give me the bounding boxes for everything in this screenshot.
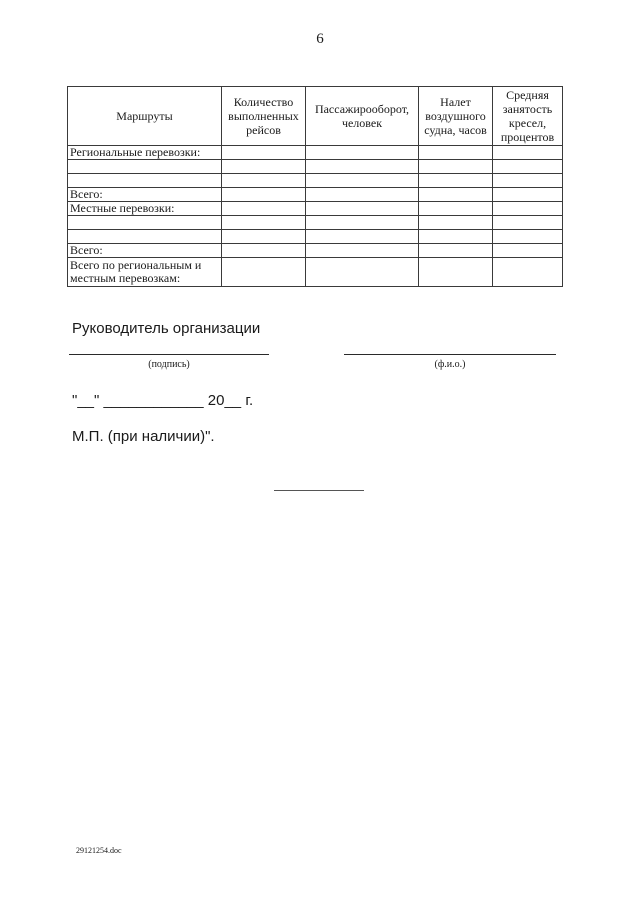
table-cell: [306, 244, 419, 258]
table-row: [68, 202, 563, 216]
table-cell: [222, 244, 306, 258]
table-cell: [222, 216, 306, 230]
table-cell: [493, 244, 563, 258]
table-cell: [493, 188, 563, 202]
header-seat-occupancy: Средняя занятость кресел, процентов: [493, 87, 563, 146]
table-row: [68, 188, 563, 202]
header-routes: Маршруты: [68, 87, 222, 146]
table-cell: [306, 146, 419, 160]
table-cell: [306, 202, 419, 216]
table-cell: [222, 230, 306, 244]
table-cell: [493, 174, 563, 188]
table-cell: [306, 160, 419, 174]
table-cell: [306, 174, 419, 188]
table-row: [68, 244, 563, 258]
table-cell: [493, 230, 563, 244]
table-cell: [419, 160, 493, 174]
row-label: [68, 174, 222, 188]
table-cell: [306, 188, 419, 202]
row-label: Региональные перевозки:: [68, 146, 222, 160]
table-cell: [419, 258, 493, 287]
table-cell: [222, 160, 306, 174]
table-cell: [419, 216, 493, 230]
header-flight-hours: Налет воздушного судна, часов: [419, 87, 493, 146]
header-passenger-turnover: Пассажирооборот, человек: [306, 87, 419, 146]
table-cell: [222, 202, 306, 216]
row-label: [68, 230, 222, 244]
signer-title: Руководитель организации: [72, 320, 261, 337]
header-flights-count: Количество выполненных рейсов: [222, 87, 306, 146]
table-cell: [419, 202, 493, 216]
table-cell: [419, 244, 493, 258]
table-header-row: [68, 87, 563, 146]
table-cell: [493, 216, 563, 230]
table-cell: [493, 202, 563, 216]
table-row: [68, 160, 563, 174]
table-cell: [306, 258, 419, 287]
table-cell: [419, 146, 493, 160]
full-name-line: [344, 354, 556, 355]
row-label: Местные перевозки:: [68, 202, 222, 216]
table-cell: [493, 160, 563, 174]
table-cell: [222, 174, 306, 188]
date-line: "__" ____________ 20__ г.: [72, 392, 254, 409]
table-row: [68, 146, 563, 160]
table-cell: [419, 230, 493, 244]
full-name-caption: (ф.и.о.): [434, 359, 466, 370]
page-number: 6: [316, 31, 324, 47]
signature-line: [69, 354, 269, 355]
stamp-note: М.П. (при наличии)".: [72, 428, 215, 445]
table-cell: [306, 230, 419, 244]
table-row: [68, 230, 563, 244]
table-cell: [493, 146, 563, 160]
table-cell: [419, 174, 493, 188]
table-row: [68, 216, 563, 230]
row-label: [68, 160, 222, 174]
table-cell: [306, 216, 419, 230]
signature-caption: (подпись): [148, 359, 190, 370]
table-row: [68, 174, 563, 188]
row-label: Всего по региональным и местным перевозкам:: [68, 258, 222, 287]
end-divider: [274, 490, 364, 491]
row-label: Всего:: [68, 244, 222, 258]
row-label: [68, 216, 222, 230]
table-cell: [222, 146, 306, 160]
table-cell: [222, 258, 306, 287]
table-cell: [493, 258, 563, 287]
row-label: Всего:: [68, 188, 222, 202]
report-table: [67, 86, 563, 287]
table-cell: [419, 188, 493, 202]
document-filename: 29121254.doc: [76, 846, 122, 855]
table-row: [68, 258, 563, 287]
table-cell: [222, 188, 306, 202]
